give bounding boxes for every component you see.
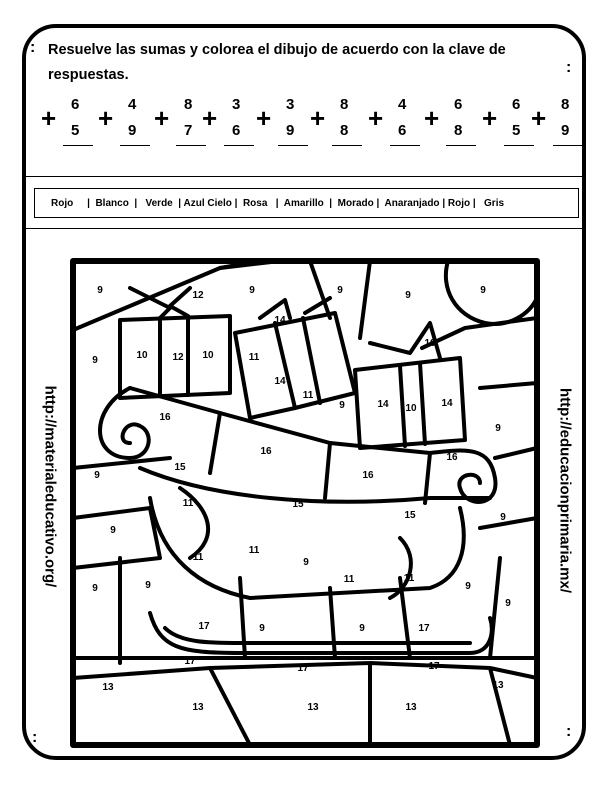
sleigh-coloring-picture <box>70 258 540 748</box>
region-number: 15 <box>292 499 304 510</box>
addend-top: 3 <box>286 96 295 113</box>
answer-line[interactable] <box>390 145 420 146</box>
region-number: 9 <box>303 557 309 568</box>
region-number: 17 <box>198 621 210 632</box>
problem-10 <box>531 96 583 146</box>
addend-bottom: 9 <box>286 122 295 139</box>
region-number: 9 <box>500 512 506 523</box>
corner-dots-bl: : <box>32 729 39 746</box>
region-number: 9 <box>110 525 116 536</box>
region-number: 16 <box>260 446 272 457</box>
answer-line[interactable] <box>120 145 150 146</box>
region-number: 9 <box>480 285 486 296</box>
region-number: 11 <box>192 552 204 563</box>
region-number: 11 <box>403 573 415 584</box>
answer-line[interactable] <box>446 145 476 146</box>
region-number: 10 <box>202 350 214 361</box>
plus-sign: + <box>531 103 547 133</box>
plus-sign: + <box>98 103 114 133</box>
region-number: 17 <box>184 656 196 667</box>
region-number: 14 <box>441 398 453 409</box>
problem-2 <box>98 96 150 146</box>
region-number: 13 <box>192 702 204 713</box>
answer-line[interactable] <box>504 145 534 146</box>
region-number: 9 <box>505 598 511 609</box>
problem-8 <box>424 96 476 146</box>
region-number: 9 <box>465 581 471 592</box>
region-number: 13 <box>307 702 319 713</box>
problem-5 <box>256 96 308 146</box>
region-number: 11 <box>248 545 260 556</box>
region-number: 10 <box>405 403 417 414</box>
region-number: 13 <box>405 702 417 713</box>
region-number: 15 <box>174 462 186 473</box>
region-number: 9 <box>145 580 151 591</box>
addend-top: 6 <box>71 96 80 113</box>
addend-bottom: 6 <box>232 122 241 139</box>
region-number: 17 <box>428 661 440 672</box>
addend-top: 8 <box>561 96 570 113</box>
addend-bottom: 6 <box>398 122 407 139</box>
answer-line[interactable] <box>176 145 206 146</box>
region-number: 16 <box>159 412 171 423</box>
region-number: 17 <box>418 623 430 634</box>
region-number: 9 <box>97 285 103 296</box>
addend-top: 4 <box>398 96 407 113</box>
region-number: 16 <box>446 452 458 463</box>
plus-sign: + <box>424 103 440 133</box>
addend-top: 6 <box>512 96 521 113</box>
addend-bottom: 7 <box>184 122 193 139</box>
plus-sign: + <box>368 103 384 133</box>
region-number: 13 <box>102 682 114 693</box>
region-number: 12 <box>172 352 184 363</box>
answer-line[interactable] <box>63 145 93 146</box>
corner-dots-tl: : <box>30 39 37 56</box>
plus-sign: + <box>482 103 498 133</box>
problem-6 <box>310 96 362 146</box>
color-key <box>34 188 579 218</box>
addend-bottom: 5 <box>71 122 80 139</box>
addend-top: 8 <box>340 96 349 113</box>
addend-top: 8 <box>184 96 193 113</box>
region-number: 16 <box>362 470 374 481</box>
region-number: 11 <box>248 352 260 363</box>
region-number: 9 <box>249 285 255 296</box>
region-number: 10 <box>136 350 148 361</box>
color-key-text: Rojo | Blanco | Verde | Azul Cielo | Rosa | Amarillo | Morado | Anaranjado | Rojo | Gris <box>51 197 505 209</box>
problem-1 <box>41 96 93 146</box>
addend-top: 3 <box>232 96 241 113</box>
region-number: 9 <box>339 400 345 411</box>
region-number: 9 <box>94 470 100 481</box>
answer-line[interactable] <box>224 145 254 146</box>
region-number: 14 <box>274 376 286 387</box>
plus-sign: + <box>310 103 326 133</box>
region-number: 9 <box>92 583 98 594</box>
region-number: 11 <box>182 498 194 509</box>
region-number: 15 <box>404 510 416 521</box>
answer-line[interactable] <box>278 145 308 146</box>
addend-bottom: 5 <box>512 122 521 139</box>
region-number: 9 <box>405 290 411 301</box>
corner-dots-tr: : <box>566 59 573 76</box>
answer-line[interactable] <box>553 145 583 146</box>
answer-line[interactable] <box>332 145 362 146</box>
problem-4 <box>202 96 254 146</box>
region-number: 17 <box>297 663 309 674</box>
region-number: 10 <box>424 338 436 349</box>
plus-sign: + <box>41 103 57 133</box>
addend-top: 4 <box>128 96 137 113</box>
right-url: http://educacionprimaria.mx/ <box>556 387 574 594</box>
region-number: 13 <box>492 680 504 691</box>
problem-3 <box>154 96 206 146</box>
divider-top <box>26 176 582 177</box>
addend-bottom: 9 <box>128 122 137 139</box>
region-number: 9 <box>337 285 343 296</box>
region-number: 9 <box>92 355 98 366</box>
addend-top: 6 <box>454 96 463 113</box>
plus-sign: + <box>256 103 272 133</box>
plus-sign: + <box>202 103 218 133</box>
region-number: 11 <box>302 390 314 401</box>
region-number: 9 <box>359 623 365 634</box>
addend-bottom: 8 <box>454 122 463 139</box>
region-number: 11 <box>343 574 355 585</box>
instructions-text: Resuelve las sumas y colorea el dibujo de acuerdo con la clave de respuestas. <box>48 42 506 83</box>
region-number: 9 <box>259 623 265 634</box>
region-number: 14 <box>377 399 389 410</box>
problem-9 <box>482 96 534 146</box>
divider-bottom <box>26 228 582 229</box>
addend-bottom: 8 <box>340 122 349 139</box>
region-number: 12 <box>192 290 204 301</box>
region-number: 14 <box>274 315 286 326</box>
problem-7 <box>368 96 420 146</box>
region-number: 9 <box>495 423 501 434</box>
corner-dots-br: : <box>566 723 573 740</box>
addend-bottom: 9 <box>561 122 570 139</box>
plus-sign: + <box>154 103 170 133</box>
left-url: http://materialeducativo.org/ <box>41 385 59 588</box>
